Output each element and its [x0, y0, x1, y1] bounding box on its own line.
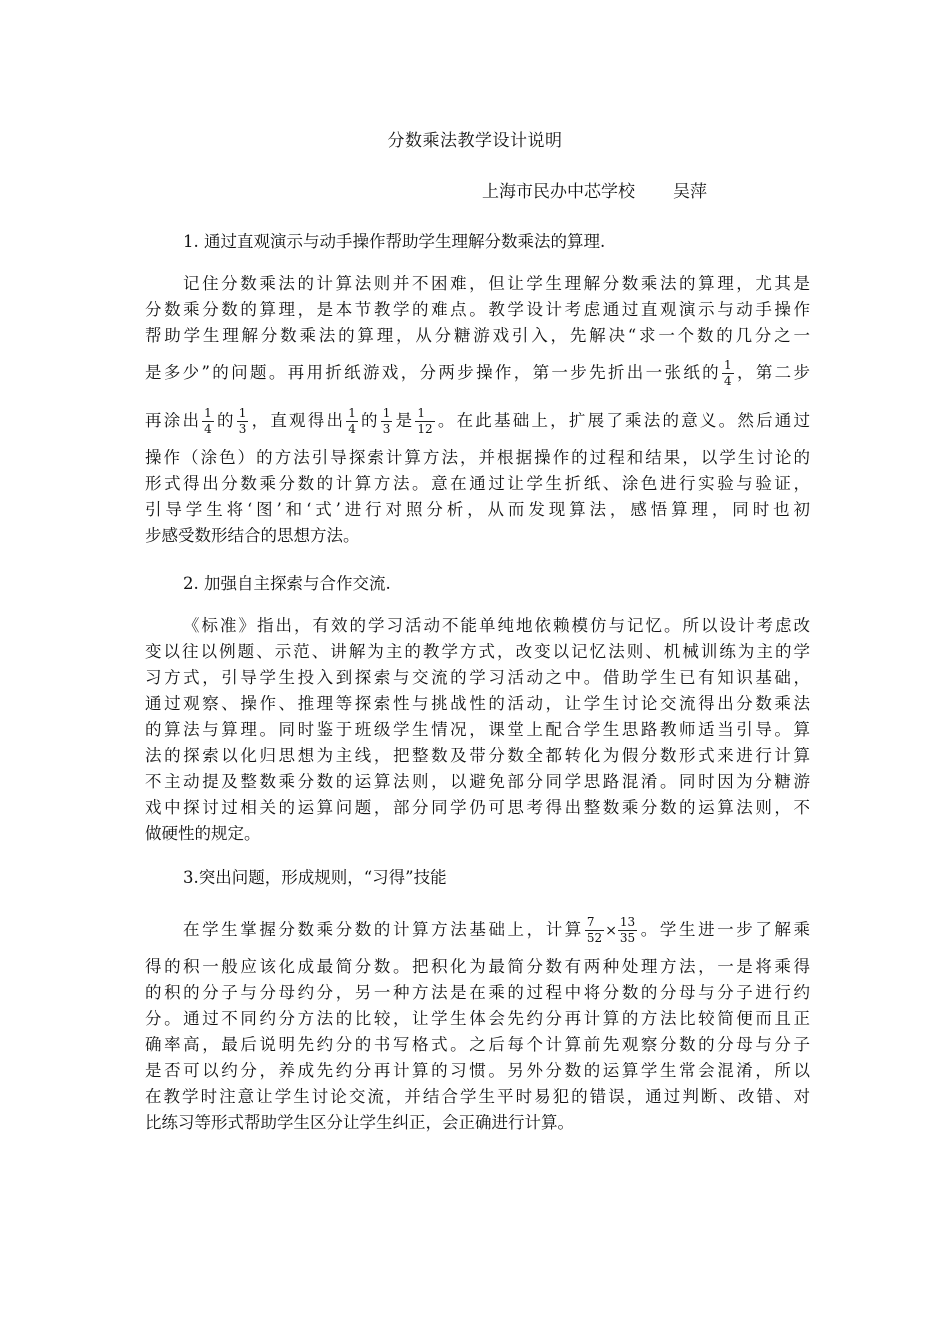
text-run: ，第二步 [734, 363, 811, 382]
denominator: 4 [724, 374, 732, 388]
numerator: 1 [238, 406, 247, 420]
section-1-paragraph [145, 271, 810, 549]
section-1-heading: 1. 通过直观演示与动手操作帮助学生理解分数乘法的算理. [183, 232, 606, 251]
section-3-paragraph [145, 906, 810, 1136]
denominator: 4 [204, 422, 212, 436]
denominator: 3 [382, 422, 391, 436]
paragraph-line: 做硬性的规定。 [145, 824, 261, 843]
fraction [722, 358, 734, 389]
paragraph-line [145, 397, 810, 445]
paragraph-line: 是否可以约分，养成先约分再计算的习惯。另外分数的运算学生常会混淆，所以 [145, 1061, 810, 1080]
denominator: 52 [586, 931, 603, 945]
paragraph-line: 法的探索以化归思想为主线，把整数及带分数全都转化为假分数形式来进行计算 [145, 746, 810, 765]
author-line [482, 177, 707, 202]
paragraph-line: 的算法与算理。同时鉴于班级学生情况，课堂上配合学生思路教师适当引导。算 [145, 720, 810, 739]
numerator: 1 [382, 406, 391, 420]
school-name: 上海市民办中芯学校 [482, 182, 635, 202]
text-run: 再涂出 [145, 411, 202, 430]
paragraph-line: 确率高，最后说明先约分的书写格式。之后每个计算前先观察分数的分母与分子 [145, 1035, 810, 1054]
text-run: 是 [393, 411, 415, 430]
page-title: 分数乘法教学设计说明 [387, 131, 563, 151]
paragraph-line: 操作（涂色）的方法引导探索计算方法，并根据操作的过程和结果，以学生讨论的 [145, 448, 810, 467]
paragraph-line: 得的积一般应该化成最简分数。把积化为最简分数有两种处理方法，一是将乘得 [145, 957, 810, 976]
numerator: 1 [204, 406, 212, 420]
numerator: 13 [619, 915, 636, 929]
denominator: 12 [417, 422, 433, 436]
section-2-paragraph [145, 613, 810, 847]
paragraph-line [145, 906, 810, 954]
paragraph-line: 分。通过不同约分方法的比较，让学生体会先约分再计算的方法比较简便而且正 [145, 1009, 810, 1028]
paragraph-line: 的积的分子与分母约分，另一种方法是在乘的过程中将分数的分母与分子进行约 [145, 983, 810, 1002]
text-run: 在学生掌握分数乘分数的计算方法基础上，计算 [183, 920, 584, 939]
paragraph-line: 通过观察、操作、推理等探索性与挑战性的活动，让学生讨论交流得出分数乘法 [145, 694, 810, 713]
paragraph-line: 戏中探讨过相关的运算问题，部分同学仍可思考得出整数乘分数的运算法则，不 [145, 798, 810, 817]
text-run: 。在此基础上，扩展了乘法的意义。然后通过 [435, 411, 810, 430]
denominator: 3 [238, 422, 247, 436]
numerator: 7 [586, 915, 595, 929]
numerator: 1 [417, 406, 425, 420]
multiply-sign: × [605, 922, 617, 939]
author-name: 吴萍 [673, 182, 707, 202]
fraction [202, 406, 214, 437]
paragraph-line: 帮助学生理解分数乘法的算理，从分糖游戏引入，先解决“求一个数的几分之一 [145, 326, 810, 345]
fraction [618, 915, 637, 946]
section-2-heading: 2. 加强自主探索与合作交流. [183, 574, 391, 593]
paragraph-line: 引导学生将‘图’和‘式’进行对照分析，从而发现算法，感悟算理，同时也初 [145, 500, 810, 519]
text-run: ，直观得出 [249, 411, 346, 430]
text-run: 。学生进一步了解乘 [638, 920, 811, 939]
denominator: 4 [348, 422, 356, 436]
paragraph-line: 变以往以例题、示范、讲解为主的教学方式，改变以记忆法则、机械训练为主的学 [145, 642, 810, 661]
paragraph-line: 步感受数形结合的思想方法。 [145, 526, 360, 545]
paragraph-line: 记住分数乘法的计算法则并不困难，但让学生理解分数乘法的算理，尤其是 [183, 274, 810, 293]
denominator: 35 [619, 931, 636, 945]
fraction [346, 406, 358, 437]
paragraph-line: 不主动提及整数乘分数的运算法则，以避免部分同学思路混淆。同时因为分糖游 [145, 772, 810, 791]
paragraph-line: 分数乘分数的算理，是本节教学的难点。教学设计考虑通过直观演示与动手操作 [145, 300, 810, 319]
text-run: 的 [214, 411, 236, 430]
paragraph-line: 形式得出分数乘分数的计算方法。意在通过让学生折纸、涂色进行实验与验证， [145, 474, 810, 493]
fraction [415, 406, 434, 437]
text-run: 是多少”的问题。再用折纸游戏，分两步操作，第一步先折出一张纸的 [145, 363, 721, 382]
fraction [585, 915, 604, 946]
paragraph-line: 在教学时注意让学生讨论交流，并结合学生平时易犯的错误，通过判断、改错、对 [145, 1087, 810, 1106]
fraction [381, 406, 393, 437]
text-run: 的 [358, 411, 380, 430]
section-3-heading: 3.突出问题，形成规则，“习得”技能 [183, 868, 447, 887]
paragraph-line: 比练习等形式帮助学生区分让学生纠正，会正确进行计算。 [145, 1113, 574, 1132]
numerator: 1 [724, 358, 732, 372]
numerator: 1 [348, 406, 356, 420]
paragraph-line: 《标准》指出，有效的学习活动不能单纯地依赖模仿与记忆。所以设计考虑改 [183, 616, 810, 635]
paragraph-line: 习方式，引导学生投入到探索与交流的学习活动之中。借助学生已有知识基础， [145, 668, 810, 687]
paragraph-line [145, 349, 810, 397]
fraction [237, 406, 249, 437]
